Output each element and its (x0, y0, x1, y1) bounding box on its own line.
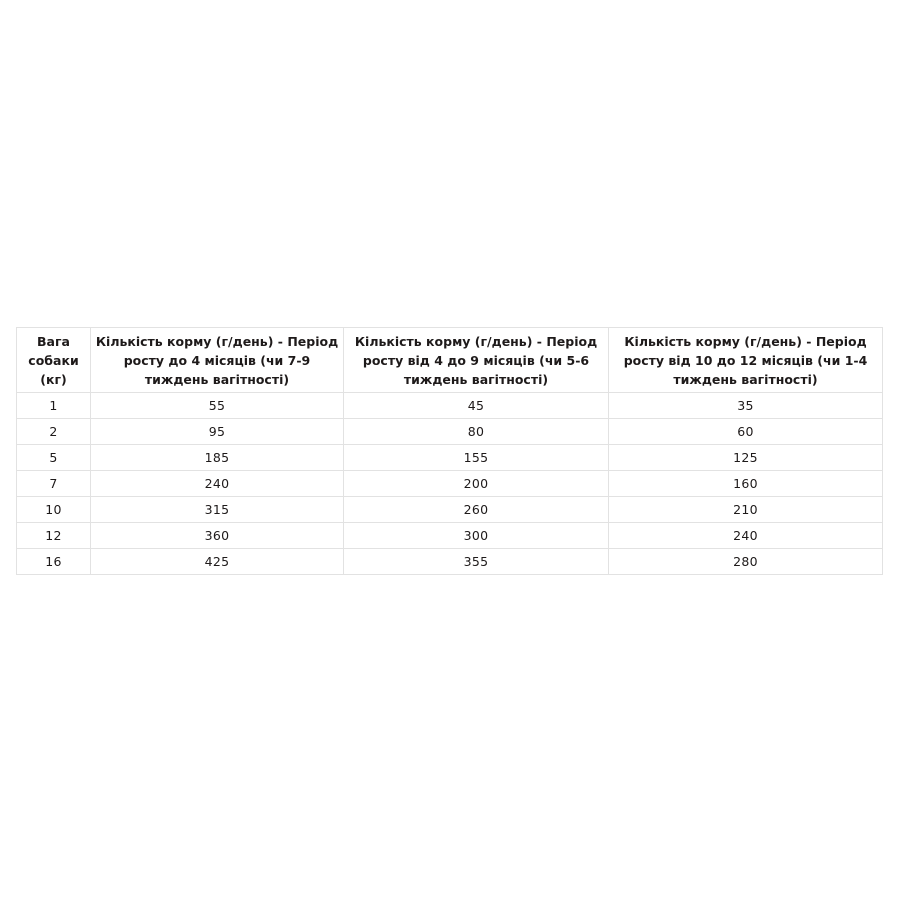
cell-weight: 1 (17, 393, 91, 419)
cell-amount: 95 (91, 419, 344, 445)
cell-amount: 260 (344, 497, 609, 523)
cell-amount: 55 (91, 393, 344, 419)
cell-amount: 315 (91, 497, 344, 523)
table-row (17, 471, 883, 497)
table-row (17, 419, 883, 445)
table-row (17, 497, 883, 523)
header-dog-weight: Вага собаки (кг) (17, 328, 91, 393)
cell-weight: 10 (17, 497, 91, 523)
table-row (17, 549, 883, 575)
cell-amount: 360 (91, 523, 344, 549)
header-growth-to-4-months: Кількість корму (г/день) - Період росту до 4 місяців (чи 7-9 тиждень вагітності) (91, 328, 344, 393)
cell-amount: 355 (344, 549, 609, 575)
cell-amount: 60 (609, 419, 883, 445)
cell-amount: 240 (91, 471, 344, 497)
feeding-table (16, 327, 883, 575)
cell-amount: 80 (344, 419, 609, 445)
cell-amount: 160 (609, 471, 883, 497)
table-row (17, 523, 883, 549)
cell-weight: 16 (17, 549, 91, 575)
cell-weight: 12 (17, 523, 91, 549)
table-row (17, 393, 883, 419)
cell-weight: 2 (17, 419, 91, 445)
cell-amount: 200 (344, 471, 609, 497)
cell-amount: 280 (609, 549, 883, 575)
feeding-table-container (16, 327, 882, 575)
cell-amount: 300 (344, 523, 609, 549)
table-row (17, 445, 883, 471)
cell-amount: 35 (609, 393, 883, 419)
cell-amount: 425 (91, 549, 344, 575)
cell-amount: 210 (609, 497, 883, 523)
cell-weight: 7 (17, 471, 91, 497)
header-growth-4-to-9-months: Кількість корму (г/день) - Період росту від 4 до 9 місяців (чи 5-6 тиждень вагітності) (344, 328, 609, 393)
cell-amount: 240 (609, 523, 883, 549)
cell-amount: 45 (344, 393, 609, 419)
header-growth-10-to-12-months: Кількість корму (г/день) - Період росту від 10 до 12 місяців (чи 1-4 тиждень вагітності) (609, 328, 883, 393)
cell-weight: 5 (17, 445, 91, 471)
cell-amount: 185 (91, 445, 344, 471)
cell-amount: 155 (344, 445, 609, 471)
cell-amount: 125 (609, 445, 883, 471)
table-header-row (17, 328, 883, 393)
